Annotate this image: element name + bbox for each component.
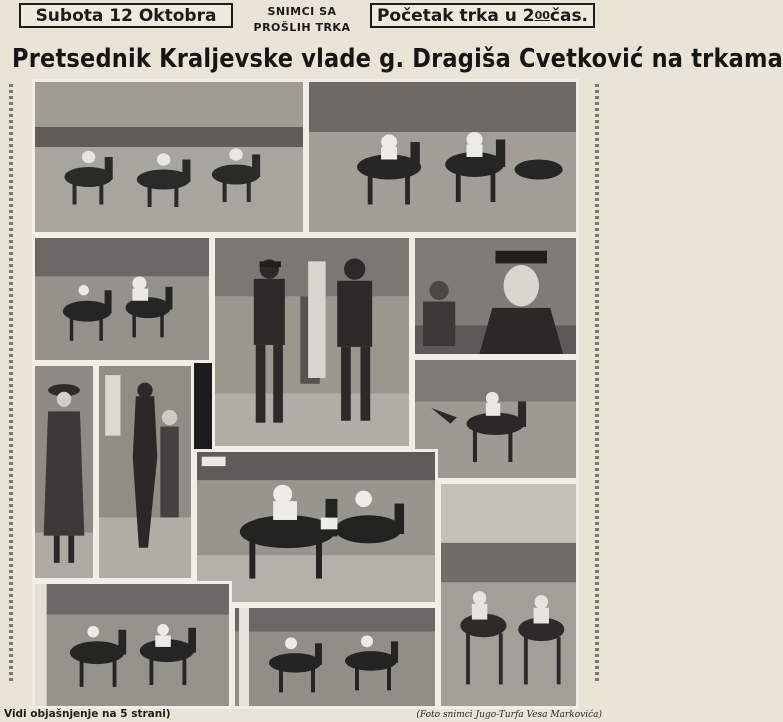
horse-led-image: [99, 366, 191, 578]
section-line-1: SNIMCI SA: [267, 5, 337, 18]
photo-horse-led: [96, 363, 194, 581]
date-text: Subota 12 Oktobra: [35, 5, 217, 26]
photo-race-bottom-mid: [232, 605, 438, 709]
portrait-image: [415, 238, 576, 354]
photo-collage: [32, 79, 579, 709]
right-margin-rule: [595, 84, 599, 684]
photo-race-bottom-left: [32, 581, 232, 709]
section-line-2: PROŠLIH TRKA: [253, 21, 351, 34]
left-margin-rule: [9, 84, 13, 684]
start-time-box: [370, 3, 595, 28]
footer-reference: Vidi objašnjenje na 5 strani): [4, 708, 171, 720]
section-label: [240, 4, 364, 38]
photo-crowd-right: [438, 481, 579, 709]
start-sup: 00: [534, 9, 550, 22]
woman-image: [35, 366, 93, 578]
dignitaries-image: [215, 238, 409, 446]
race-image: [235, 608, 435, 706]
start-prefix: Početak trka u 2: [376, 5, 535, 26]
photo-credit: (Foto snimci Jugo-Turfa Vesa Markovića): [416, 710, 602, 720]
headline: Pretsednik Kraljevske vlade g. Dragiša Cvetković na trkama: [12, 44, 783, 74]
photo-portrait-right: [412, 235, 579, 357]
finish-image: [197, 452, 435, 602]
race-image: [35, 238, 209, 360]
start-suffix: čas.: [549, 5, 589, 26]
race-image: [35, 584, 229, 706]
photo-race-mid-left: [32, 235, 212, 363]
photo-race-top-right: [306, 79, 579, 235]
crowd-image: [441, 484, 576, 706]
race-image: [35, 82, 303, 232]
race-image: [415, 360, 576, 478]
photo-woman-left: [32, 363, 96, 581]
race-image: [309, 82, 576, 232]
photo-race-top-left: [32, 79, 306, 235]
date-box: [19, 3, 233, 28]
photo-dignitaries-center: [212, 235, 412, 449]
